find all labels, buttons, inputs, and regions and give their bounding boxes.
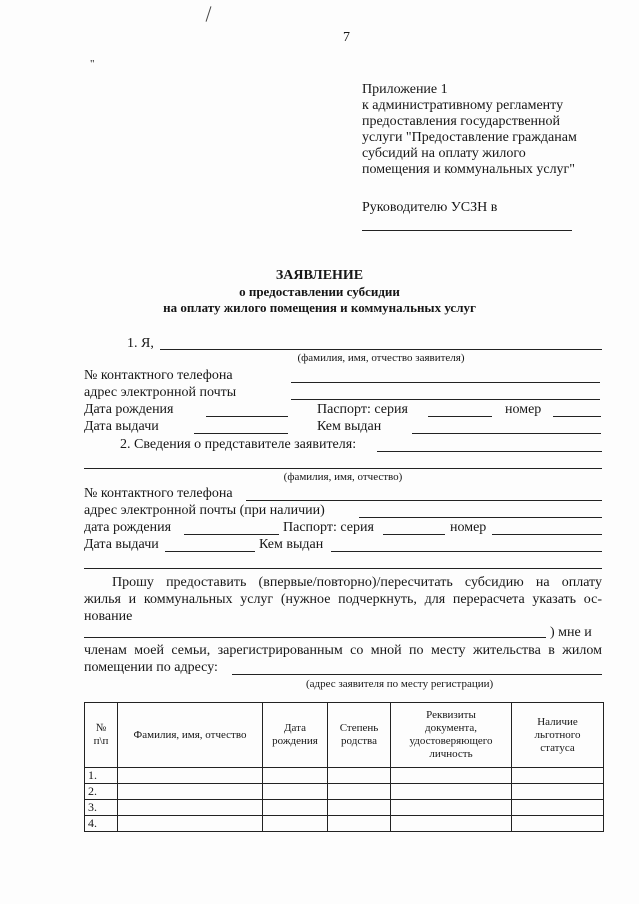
recalculation-basis-field[interactable] [84, 637, 546, 638]
birth-date-cell[interactable] [263, 800, 328, 816]
registration-address-field[interactable] [232, 674, 602, 675]
appendix-line-2: к административному регламенту [362, 98, 564, 113]
representative-issue-date-label: Дата выдачи [84, 537, 159, 552]
representative-birth-label: дата рождения [84, 520, 172, 535]
benefit-status-cell[interactable] [512, 784, 604, 800]
representative-passport-number-field[interactable] [492, 534, 602, 535]
representative-intro-field[interactable] [377, 451, 602, 452]
applicant-name-caption: (фамилия, имя, отчество заявителя) [297, 352, 465, 364]
header-relationship [328, 703, 391, 768]
header-benefit-status [512, 703, 604, 768]
header-birth-date-line-2: рождения [272, 735, 318, 747]
relationship-cell[interactable] [328, 800, 391, 816]
applicant-phone-label: № контактного телефона [84, 368, 233, 383]
applicant-passport-number-field[interactable] [553, 416, 601, 417]
header-relationship-line-1: Степень [339, 722, 379, 734]
representative-phone-label: № контактного телефона [84, 486, 233, 501]
stray-quote-mark: " [90, 58, 95, 70]
table-row [85, 784, 604, 800]
representative-name-caption: (фамилия, имя, отчество) [283, 471, 403, 483]
applicant-passport-number-label: номер [505, 402, 542, 417]
relationship-cell[interactable] [328, 816, 391, 832]
addressee-field[interactable] [362, 230, 572, 231]
header-full-name [118, 703, 263, 768]
representative-issued-by-label: Кем выдан [259, 537, 324, 552]
benefit-status-cell[interactable] [512, 800, 604, 816]
request-line-6: помещении по адресу: [84, 660, 218, 675]
birth-date-cell[interactable] [263, 816, 328, 832]
full-name-cell[interactable] [118, 768, 263, 784]
representative-email-field[interactable] [359, 517, 602, 518]
birth-date-cell[interactable] [263, 784, 328, 800]
header-id-document-line-3: удостоверяющего [409, 735, 493, 747]
row-number-cell: 1. [85, 768, 118, 784]
id-document-cell[interactable] [391, 768, 512, 784]
full-name-cell[interactable] [118, 800, 263, 816]
request-line-1: Прошу предоставить (впервые/повторно)/пересчитать субсидию на оплату [112, 575, 602, 590]
benefit-status-cell[interactable] [512, 768, 604, 784]
request-line-4-end: ) мне и [550, 625, 592, 640]
appendix-line-5: субсидий на оплату жилого [362, 146, 526, 161]
representative-intro-label: 2. Сведения о представителе заявителя: [120, 437, 357, 452]
benefit-status-cell[interactable] [512, 816, 604, 832]
applicant-issue-date-label: Дата выдачи [84, 419, 159, 434]
representative-issued-by-field[interactable] [331, 551, 602, 552]
addressee-label: Руководителю УСЗН в [362, 200, 498, 215]
id-document-cell[interactable] [391, 784, 512, 800]
representative-email-label: адрес электронной почты (при наличии) [84, 503, 325, 518]
header-full-name-line-1: Фамилия, имя, отчество [133, 728, 247, 741]
header-birth-date [263, 703, 328, 768]
applicant-birth-field[interactable] [206, 416, 288, 417]
applicant-name-field[interactable] [160, 349, 602, 350]
applicant-email-field[interactable] [291, 399, 600, 400]
row-number-cell: 2. [85, 784, 118, 800]
applicant-phone-field[interactable] [291, 382, 600, 383]
applicant-email-label: адрес электронной почты [84, 385, 237, 400]
id-document-cell[interactable] [391, 800, 512, 816]
relationship-cell[interactable] [328, 768, 391, 784]
relationship-cell[interactable] [328, 784, 391, 800]
registration-address-caption: (адрес заявителя по месту регистрации) [306, 678, 494, 690]
table-row [85, 816, 604, 832]
header-number-line-1: № [95, 722, 107, 734]
applicant-passport-series-field[interactable] [428, 416, 492, 417]
header-id-document [391, 703, 512, 768]
request-line-5: членам моей семьи, зарегистрированным со мной по месту жительства в жилом [84, 643, 602, 658]
document-title: ЗАЯВЛЕНИЕ [275, 268, 364, 283]
full-name-cell[interactable] [118, 816, 263, 832]
representative-extra-field[interactable] [84, 568, 602, 569]
row-number-cell: 3. [85, 800, 118, 816]
request-line-2: жилья и коммунальных услуг (нужное подчеркнуть, для перерасчета указать ос- [84, 592, 602, 607]
applicant-birth-label: Дата рождения [84, 402, 174, 417]
row-number-cell: 4. [85, 816, 118, 832]
scan-stroke-mark [206, 6, 212, 22]
header-number [85, 703, 118, 768]
page-number: 7 [343, 30, 350, 45]
applicant-issued-by-label: Кем выдан [317, 419, 382, 434]
applicant-intro-label: 1. Я, [127, 336, 154, 351]
representative-name-field[interactable] [84, 468, 602, 469]
header-birth-date-line-1: Дата [284, 722, 306, 734]
representative-passport-label: Паспорт: серия [283, 520, 374, 535]
representative-passport-number-label: номер [450, 520, 487, 535]
representative-passport-series-field[interactable] [383, 534, 445, 535]
applicant-passport-label: Паспорт: серия [317, 402, 408, 417]
header-relationship-line-2: родства [341, 735, 377, 747]
appendix-line-3: предоставления государственной [362, 114, 561, 129]
applicant-issue-date-field[interactable] [194, 433, 288, 434]
appendix-header [362, 82, 577, 178]
birth-date-cell[interactable] [263, 768, 328, 784]
representative-birth-field[interactable] [184, 534, 279, 535]
representative-issue-date-field[interactable] [165, 551, 255, 552]
table-header-row [85, 703, 604, 768]
header-id-document-line-1: Реквизиты [426, 709, 476, 721]
full-name-cell[interactable] [118, 784, 263, 800]
representative-phone-field[interactable] [246, 500, 602, 501]
request-line-3: нование [84, 609, 133, 624]
header-number-line-2: п\п [93, 735, 109, 747]
header-id-document-line-2: документа, [425, 722, 477, 734]
header-benefit-status-line-3: статуса [540, 741, 575, 754]
appendix-line-4: услуги "Предоставление гражданам [362, 130, 577, 145]
header-id-document-line-4: личность [429, 748, 473, 760]
appendix-line-1: Приложение 1 [362, 82, 448, 97]
header-benefit-status-line-2: льготного [534, 728, 581, 741]
header-benefit-status-line-1: Наличие [537, 715, 578, 728]
table-row [85, 800, 604, 816]
id-document-cell[interactable] [391, 816, 512, 832]
applicant-issued-by-field[interactable] [412, 433, 601, 434]
document-subtitle-1: о предоставлении субсидии [239, 284, 400, 299]
family-members-table [84, 702, 604, 832]
table-row [85, 768, 604, 784]
appendix-line-6: помещения и коммунальных услуг" [362, 162, 576, 177]
document-subtitle-2: на оплату жилого помещения и коммунальных услуг [163, 300, 476, 315]
